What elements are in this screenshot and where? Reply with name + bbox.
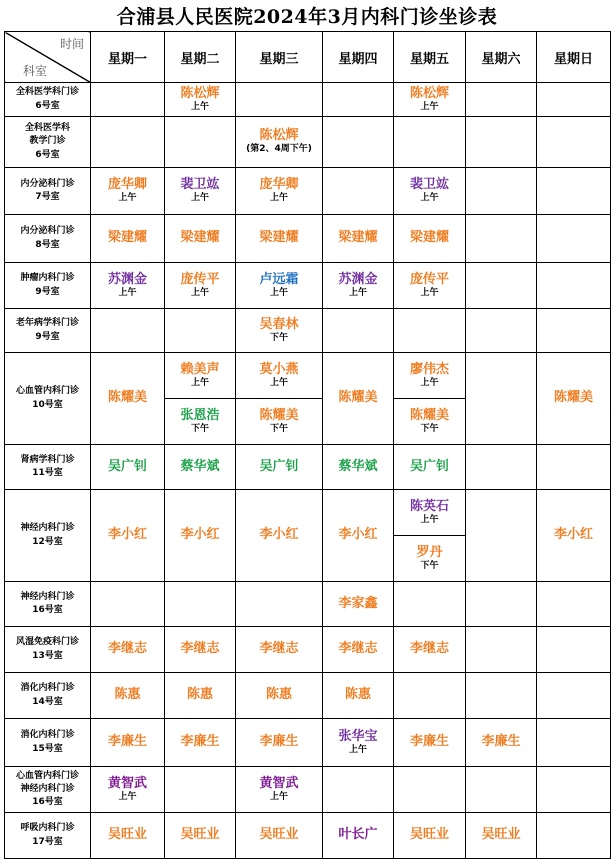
dept-name: 全科医学科 (24, 123, 70, 134)
empty-cell (165, 117, 236, 168)
table-row (5, 309, 611, 353)
doctor-name: 李家鑫 (338, 595, 378, 611)
dept-name: 内分泌科门诊 (20, 178, 75, 189)
doctor-name: 李廉生 (180, 734, 220, 750)
dept-name: 肿瘤内科门诊 (20, 273, 75, 284)
room-number: 15号室 (32, 743, 63, 754)
doctor-name: 苏渊金 (338, 271, 378, 287)
table-row (5, 445, 611, 490)
table-row (5, 582, 611, 627)
doctor-name: 梁建耀 (180, 230, 220, 246)
day-header-fri: 星期五 (394, 32, 466, 83)
empty-cell (323, 83, 394, 117)
doctor-cell-am (394, 353, 466, 399)
doctor-cell (236, 168, 323, 215)
doctor-name: 李小红 (259, 527, 299, 543)
table-row (5, 83, 611, 117)
doctor-name: 吴旺业 (259, 827, 299, 843)
dept-cell (5, 263, 91, 309)
empty-cell (537, 117, 611, 168)
session-note: 下午 (420, 423, 439, 434)
empty-cell (236, 582, 323, 627)
empty-cell (537, 445, 611, 490)
doctor-cell (323, 215, 394, 263)
doctor-name: 卢远霜 (259, 271, 299, 287)
table-row (5, 673, 611, 719)
doctor-name: 庞华卿 (259, 177, 299, 193)
session-note: 下午 (190, 423, 209, 434)
dept-cell (5, 83, 91, 117)
doctor-cell (165, 813, 236, 859)
doctor-name: 李小红 (107, 527, 147, 543)
room-number: 16号室 (32, 605, 63, 615)
table-row (5, 215, 611, 263)
doctor-cell (91, 353, 165, 445)
doctor-name: 李廉生 (259, 734, 299, 750)
doctor-cell (323, 263, 394, 309)
doctor-cell (323, 627, 394, 673)
dept-cell (5, 813, 91, 859)
doctor-cell-pm (394, 536, 466, 582)
doctor-cell (236, 673, 323, 719)
doctor-cell (91, 767, 165, 813)
empty-cell (466, 582, 537, 627)
doctor-cell-am (236, 353, 323, 399)
doctor-cell (323, 353, 394, 445)
doctor-cell (236, 117, 323, 168)
doctor-cell (91, 215, 165, 263)
empty-cell (323, 117, 394, 168)
doctor-cell (91, 627, 165, 673)
doctor-name: 庞华卿 (107, 177, 147, 193)
doctor-cell (91, 719, 165, 767)
doctor-name: 莫小燕 (259, 361, 299, 377)
corner-time-label: 时间 (59, 37, 84, 51)
doctor-cell (323, 490, 394, 582)
session-note: 下午 (269, 423, 288, 434)
empty-cell (394, 309, 466, 353)
day-header-mon: 星期一 (91, 32, 165, 83)
dept-cell (5, 309, 91, 353)
session-note: 上午 (348, 744, 367, 755)
session-note: 上午 (118, 287, 137, 298)
doctor-cell (323, 719, 394, 767)
doctor-cell (537, 353, 611, 445)
empty-cell (466, 83, 537, 117)
session-note: 上午 (348, 287, 367, 298)
doctor-cell (91, 168, 165, 215)
empty-cell (323, 168, 394, 215)
dept-name: 神经内科门诊 (20, 591, 75, 602)
doctor-name: 陈耀美 (338, 390, 378, 406)
doctor-name: 吴广钊 (409, 458, 449, 474)
dept-cell (5, 767, 91, 813)
table-row (5, 353, 611, 399)
doctor-cell (323, 582, 394, 627)
empty-cell (537, 263, 611, 309)
doctor-name: 吴旺业 (107, 827, 147, 843)
doctor-cell (165, 445, 236, 490)
session-note: 上午 (420, 101, 439, 112)
empty-cell (91, 309, 165, 353)
empty-cell (165, 767, 236, 813)
doctor-cell (394, 445, 466, 490)
empty-cell (537, 168, 611, 215)
room-number: 16号室 (32, 797, 63, 808)
dept-name: 内分泌科门诊 (20, 226, 75, 237)
empty-cell (466, 445, 537, 490)
empty-cell (466, 309, 537, 353)
doctor-name: 张华宝 (338, 728, 378, 744)
room-number: 9号室 (35, 331, 60, 342)
doctor-name: 吴广钊 (259, 458, 299, 474)
doctor-cell (466, 719, 537, 767)
doctor-cell (323, 445, 394, 490)
doctor-name: 陈松辉 (180, 85, 220, 101)
doctor-name: 李继志 (180, 641, 220, 657)
doctor-name: 赖美声 (180, 361, 220, 377)
table-row (5, 490, 611, 536)
doctor-cell-pm (165, 399, 236, 445)
session-note: 下午 (420, 560, 439, 571)
dept-name: 肾病学科门诊 (20, 454, 75, 465)
empty-cell (466, 168, 537, 215)
doctor-name: 吴旺业 (409, 827, 449, 843)
room-number: 10号室 (32, 399, 63, 410)
doctor-cell (236, 215, 323, 263)
doctor-name: 陈松辉 (409, 85, 449, 101)
dept-cell (5, 445, 91, 490)
dept-cell (5, 582, 91, 627)
day-header-sat: 星期六 (466, 32, 537, 83)
session-note: 上午 (190, 287, 209, 298)
day-header-sun: 星期日 (537, 32, 611, 83)
empty-cell (537, 309, 611, 353)
doctor-cell (236, 445, 323, 490)
corner-dept-label: 科室 (23, 64, 48, 78)
dept-name: 全科医学科门诊 (15, 87, 79, 98)
doctor-name: 李继志 (259, 641, 299, 657)
doctor-cell (236, 627, 323, 673)
doctor-name: 李小红 (180, 527, 220, 543)
doctor-name: 李继志 (409, 641, 449, 657)
doctor-cell (236, 490, 323, 582)
empty-cell (537, 673, 611, 719)
doctor-cell (91, 490, 165, 582)
doctor-name: 陈耀美 (553, 390, 593, 406)
session-note: 上午 (118, 791, 137, 802)
doctor-cell (394, 719, 466, 767)
dept-name: 消化内科门诊 (20, 730, 75, 741)
page-title: 合浦县人民医院2024年3月内科门诊坐诊表 (116, 6, 498, 28)
doctor-cell-am (394, 490, 466, 536)
dept-cell (5, 673, 91, 719)
doctor-cell (91, 673, 165, 719)
dept-cell (5, 719, 91, 767)
dept-cell (5, 117, 91, 168)
empty-cell (537, 719, 611, 767)
doctor-name: 陈惠 (265, 687, 292, 703)
table-row (5, 263, 611, 309)
empty-cell (466, 353, 537, 445)
dept-name: 心血管内科门诊 (15, 386, 79, 397)
doctor-name: 吴旺业 (180, 827, 220, 843)
doctor-cell (165, 263, 236, 309)
doctor-name: 吴广钊 (107, 458, 147, 474)
empty-cell (466, 263, 537, 309)
doctor-cell (236, 813, 323, 859)
header-row (5, 32, 611, 83)
doctor-name: 陈英石 (409, 498, 449, 514)
doctor-cell (394, 83, 466, 117)
doctor-name: 苏渊金 (107, 271, 147, 287)
doctor-name: 叶长广 (338, 827, 378, 843)
empty-cell (537, 627, 611, 673)
doctor-cell-pm (394, 399, 466, 445)
doctor-cell (394, 813, 466, 859)
empty-cell (537, 582, 611, 627)
doctor-name: 裴卫竑 (180, 177, 220, 193)
doctor-name: 陈惠 (186, 687, 213, 703)
empty-cell (537, 83, 611, 117)
doctor-cell (165, 83, 236, 117)
dept-name: 消化内科门诊 (20, 683, 75, 694)
doctor-name: 陈耀美 (259, 407, 299, 423)
room-number: 8号室 (35, 239, 60, 250)
room-number: 6号室 (35, 100, 60, 111)
room-number: 13号室 (32, 650, 63, 661)
room-number: 9号室 (35, 286, 60, 297)
empty-cell (91, 117, 165, 168)
session-note: 上午 (420, 287, 439, 298)
doctor-name: 蔡华斌 (180, 458, 220, 474)
doctor-cell (91, 813, 165, 859)
doctor-name: 黄智武 (259, 775, 299, 791)
table-row (5, 813, 611, 859)
empty-cell (466, 673, 537, 719)
session-note: 上午 (190, 193, 209, 204)
doctor-name: 廖伟杰 (409, 361, 449, 377)
doctor-cell (165, 719, 236, 767)
doctor-cell (236, 263, 323, 309)
empty-cell (537, 813, 611, 859)
dept-name: 教学门诊 (29, 136, 66, 147)
doctor-name: 李小红 (338, 527, 378, 543)
doctor-name: 罗丹 (416, 544, 443, 560)
doctor-name: 梁建耀 (259, 230, 299, 246)
room-number: 14号室 (32, 696, 63, 707)
doctor-name: 李继志 (107, 641, 147, 657)
dept-name: 呼吸内科门诊 (20, 823, 75, 834)
empty-cell (394, 117, 466, 168)
doctor-name: 梁建耀 (338, 230, 378, 246)
dept-name: 神经内科门诊 (20, 783, 75, 794)
dept-name: 神经内科门诊 (20, 523, 75, 534)
empty-cell (537, 215, 611, 263)
doctor-name: 黄智武 (107, 775, 147, 791)
dept-cell (5, 168, 91, 215)
doctor-name: 吴春林 (259, 316, 299, 332)
session-note: 上午 (190, 377, 209, 388)
dept-name: 风湿免疫科门诊 (15, 637, 79, 648)
doctor-cell (394, 215, 466, 263)
table-row (5, 719, 611, 767)
doctor-name: 陈耀美 (409, 407, 449, 423)
empty-cell (165, 309, 236, 353)
doctor-cell (394, 627, 466, 673)
empty-cell (537, 767, 611, 813)
doctor-name: 蔡华斌 (338, 458, 378, 474)
empty-cell (466, 215, 537, 263)
day-header-wed: 星期三 (236, 32, 323, 83)
empty-cell (394, 582, 466, 627)
doctor-name: 李廉生 (481, 734, 521, 750)
room-number: 17号室 (32, 836, 63, 847)
doctor-cell (236, 767, 323, 813)
doctor-name: 吴旺业 (481, 827, 521, 843)
empty-cell (236, 83, 323, 117)
corner-cell (5, 32, 91, 83)
session-note: 下午 (269, 332, 288, 343)
table-row (5, 168, 611, 215)
empty-cell (466, 767, 537, 813)
doctor-name: 裴卫竑 (409, 177, 449, 193)
doctor-name: 陈惠 (344, 687, 371, 703)
doctor-cell (91, 445, 165, 490)
doctor-cell (165, 673, 236, 719)
dept-cell (5, 490, 91, 582)
empty-cell (323, 309, 394, 353)
dept-name: 心血管内科门诊 (15, 770, 79, 781)
doctor-name: 李廉生 (409, 734, 449, 750)
session-note: 上午 (118, 193, 137, 204)
doctor-name: 梁建耀 (409, 230, 449, 246)
doctor-cell (537, 490, 611, 582)
doctor-cell (323, 813, 394, 859)
doctor-name: 陈松辉 (259, 128, 299, 144)
doctor-name: 陈耀美 (107, 390, 147, 406)
doctor-cell (236, 719, 323, 767)
table-row (5, 117, 611, 168)
session-note: 上午 (269, 193, 288, 204)
doctor-cell-pm (236, 399, 323, 445)
session-note: 上午 (420, 193, 439, 204)
doctor-name: 李继志 (338, 641, 378, 657)
schedule-table (4, 31, 611, 859)
doctor-name: 梁建耀 (107, 230, 147, 246)
doctor-cell (323, 673, 394, 719)
doctor-cell (165, 168, 236, 215)
dept-cell (5, 627, 91, 673)
dept-cell (5, 215, 91, 263)
session-note: 上午 (269, 287, 288, 298)
session-note: 上午 (269, 791, 288, 802)
empty-cell (466, 117, 537, 168)
room-number: 12号室 (32, 536, 63, 547)
session-note: 上午 (269, 377, 288, 388)
session-note: 上午 (190, 101, 209, 112)
doctor-cell (165, 490, 236, 582)
empty-cell (165, 582, 236, 627)
empty-cell (323, 767, 394, 813)
session-note: (第2、4周下午) (246, 144, 312, 155)
day-header-thu: 星期四 (323, 32, 394, 83)
doctor-cell (165, 627, 236, 673)
doctor-cell (165, 215, 236, 263)
session-note: 上午 (420, 377, 439, 388)
room-number: 11号室 (32, 468, 63, 478)
doctor-name: 李廉生 (107, 734, 147, 750)
doctor-name: 陈惠 (114, 687, 141, 703)
table-row (5, 767, 611, 813)
doctor-name: 李小红 (553, 527, 593, 543)
dept-name: 老年病学科门诊 (15, 318, 79, 329)
doctor-cell (394, 168, 466, 215)
doctor-cell (466, 813, 537, 859)
empty-cell (91, 582, 165, 627)
doctor-name: 庞传平 (180, 271, 220, 287)
room-number: 7号室 (35, 192, 60, 202)
session-note: 上午 (420, 514, 439, 525)
doctor-name: 庞传平 (409, 271, 449, 287)
doctor-name: 张恩浩 (180, 407, 220, 423)
room-number: 6号室 (35, 149, 60, 160)
doctor-cell (394, 263, 466, 309)
doctor-cell (236, 309, 323, 353)
empty-cell (466, 490, 537, 582)
empty-cell (394, 767, 466, 813)
empty-cell (466, 627, 537, 673)
empty-cell (91, 83, 165, 117)
table-row (5, 627, 611, 673)
dept-cell (5, 353, 91, 445)
doctor-cell (91, 263, 165, 309)
doctor-cell-am (165, 353, 236, 399)
day-header-tue: 星期二 (165, 32, 236, 83)
empty-cell (394, 673, 466, 719)
